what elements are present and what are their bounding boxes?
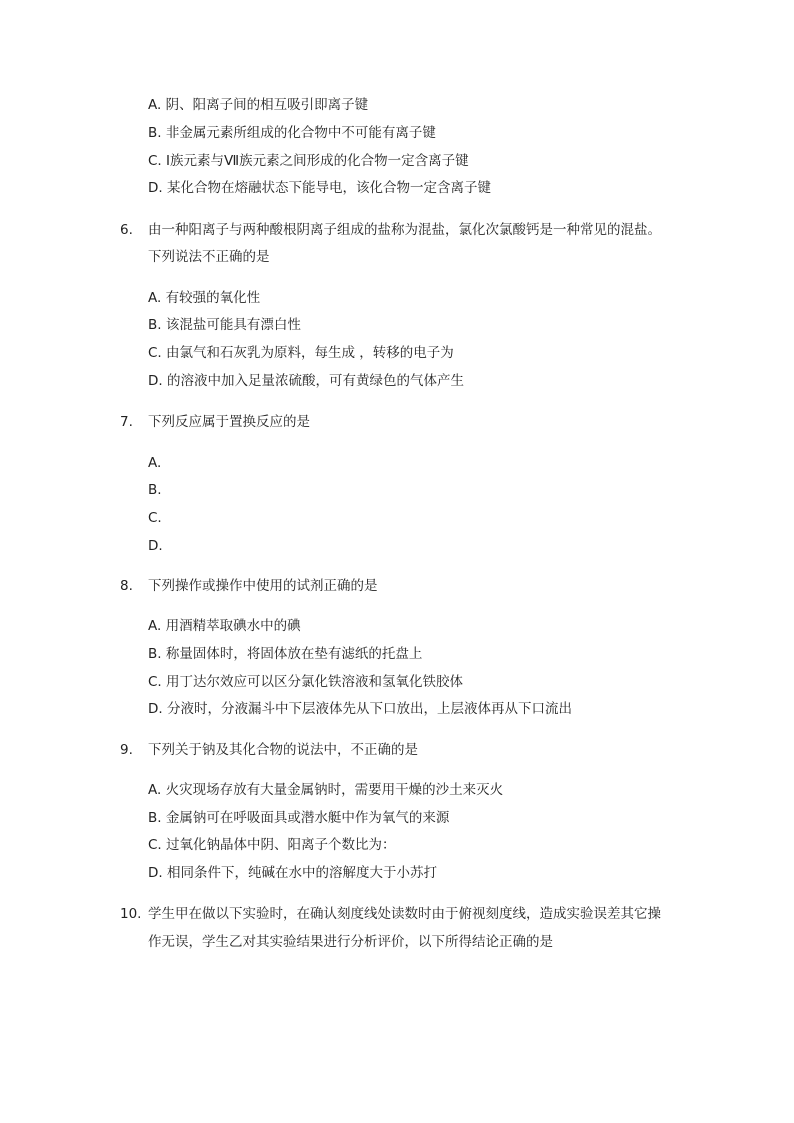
question-text: 学生甲在做以下实验时，在确认刻度线处读数时由于俯视刻度线，造成实验误差其它操 (148, 906, 661, 922)
option-b: B. 该混盐可能具有漂白性 (148, 317, 301, 333)
question-text: 下列关于钠及其化合物的说法中，不正确的是 (148, 742, 418, 758)
question-number: 6. (120, 222, 133, 238)
question-number: 7. (120, 414, 133, 430)
option-d: D. 分液时，分液漏斗中下层液体先从下口放出，上层液体再从下口流出 (148, 701, 572, 717)
question-number: 9. (120, 742, 133, 758)
option-b: B. 金属钠可在呼吸面具或潜水艇中作为氧气的来源 (148, 810, 450, 826)
option-a: A. 火灾现场存放有大量金属钠时，需要用干燥的沙土来灭火 (148, 782, 504, 798)
option-a: A. 有较强的氧化性 (148, 290, 261, 306)
question-text: 作无误，学生乙对其实验结果进行分析评价，以下所得结论正确的是 (148, 934, 553, 950)
option-a: A. (148, 455, 162, 471)
option-d: D. 相同条件下，纯碱在水中的溶解度大于小苏打 (148, 865, 437, 881)
option-b: B. 非金属元素所组成的化合物中不可能有离子键 (148, 125, 436, 141)
question-text: 下列操作或操作中使用的试剂正确的是 (148, 578, 378, 594)
option-c: C. 用丁达尔效应可以区分氯化铁溶液和氢氧化铁胶体 (148, 674, 464, 690)
option-d: D. (148, 538, 163, 554)
question-number: 8. (120, 578, 133, 594)
option-c: C. Ⅰ族元素与Ⅶ族元素之间形成的化合物一定含离子键 (148, 153, 469, 169)
option-b: B. (148, 482, 162, 498)
question-number: 10. (120, 906, 142, 922)
option-c: C. 过氧化钠晶体中阴、阳离子个数比为： (148, 837, 396, 853)
option-d: D. 的溶液中加入足量浓硫酸，可有黄绿色的气体产生 (148, 373, 464, 389)
option-d: D. 某化合物在熔融状态下能导电，该化合物一定含离子键 (148, 180, 491, 196)
option-c: C. 由氯气和石灰乳为原料，每生成 ，转移的电子为 (148, 345, 454, 361)
option-b: B. 称量固体时，将固体放在垫有滤纸的托盘上 (148, 646, 423, 662)
question-text: 下列反应属于置换反应的是 (148, 414, 310, 430)
question-text: 由一种阳离子与两种酸根阴离子组成的盐称为混盐，氯化次氯酸钙是一种常见的混盐。 (148, 222, 661, 238)
question-text: 下列说法不正确的是 (148, 249, 270, 265)
option-c: C. (148, 510, 162, 526)
option-a: A. 用酒精萃取碘水中的碘 (148, 618, 301, 634)
option-a: A. 阴、阳离子间的相互吸引即离子键 (148, 97, 369, 113)
